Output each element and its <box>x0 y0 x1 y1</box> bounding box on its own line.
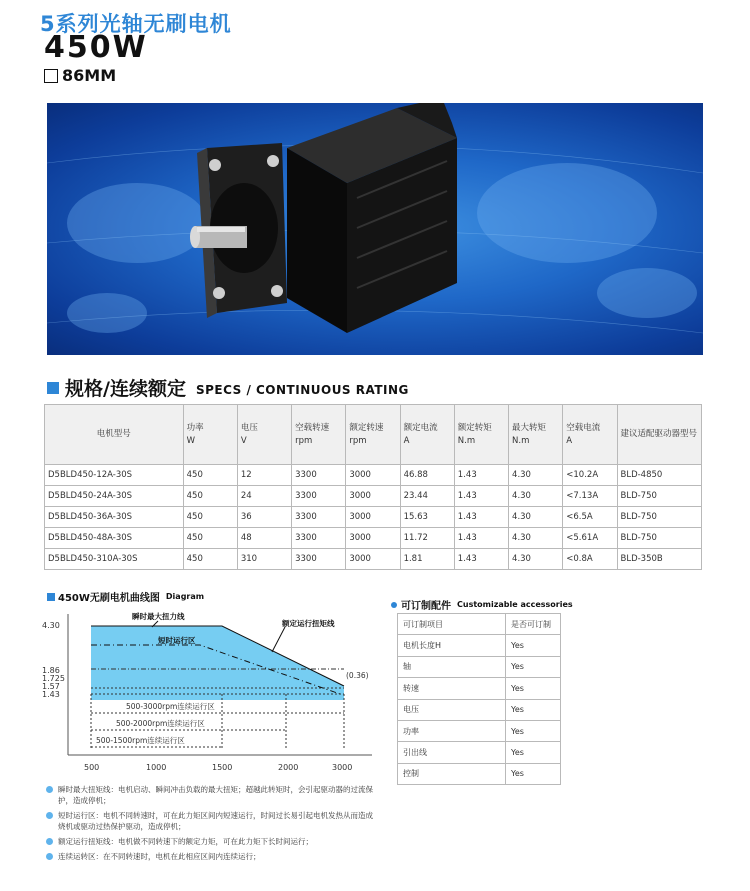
table-cell: 450 <box>183 465 237 486</box>
x-tick: 1500 <box>212 763 233 772</box>
column-label: 额定转速 <box>349 422 384 433</box>
accessories-table <box>397 613 561 785</box>
x-tick: 500 <box>84 763 100 772</box>
table-row <box>45 507 702 528</box>
frame-size-value: 86MM <box>62 66 117 85</box>
max-torque-label: 瞬时最大扭力线 <box>132 612 185 621</box>
spec-column-header <box>563 405 617 465</box>
column-unit: A <box>566 435 573 446</box>
spec-column-header <box>509 405 563 465</box>
column-label: 空载转速 <box>295 422 330 433</box>
frame-size <box>44 66 116 85</box>
spec-column-header <box>454 405 508 465</box>
table-cell: 3000 <box>346 528 400 549</box>
table-cell: <6.5A <box>563 507 617 528</box>
diagram-notes <box>46 784 376 866</box>
column-label: 最大转矩 <box>512 422 547 433</box>
table-cell: 23.44 <box>400 486 454 507</box>
accessory-item: 电机长度H <box>398 635 506 656</box>
accessory-customizable: Yes <box>506 635 561 656</box>
accessories-heading <box>391 597 573 612</box>
table-cell: 3300 <box>292 486 346 507</box>
table-cell: 4.30 <box>509 507 563 528</box>
specs-heading <box>47 374 409 401</box>
accessory-row <box>398 656 561 677</box>
note-text: 额定运行扭矩线：电机做不同转速下的额定力矩，可在此力矩下长时间运行； <box>58 837 313 846</box>
accessories-title-en: Customizable accessories <box>457 600 573 609</box>
y-tick: 1.43 <box>42 690 60 699</box>
table-cell: <7.13A <box>563 486 617 507</box>
bullet-icon <box>46 838 53 845</box>
accessory-customizable: Yes <box>506 678 561 699</box>
short-time-zone <box>91 626 344 700</box>
table-cell: 3000 <box>346 507 400 528</box>
accessory-row <box>398 763 561 784</box>
table-cell: BLD-750 <box>617 486 702 507</box>
heading-marker-icon <box>47 382 59 394</box>
table-cell: 3000 <box>346 549 400 570</box>
accessory-row <box>398 635 561 656</box>
motor-illustration <box>47 103 703 355</box>
x-tick: 2000 <box>278 763 299 772</box>
column-label: 额定电流 <box>403 422 438 433</box>
column-unit: N.m <box>512 435 530 446</box>
table-cell: <5.61A <box>563 528 617 549</box>
table-cell: 24 <box>237 486 291 507</box>
spec-column-header <box>45 405 184 465</box>
column-unit: N.m <box>457 435 476 446</box>
spec-column-header <box>237 405 291 465</box>
product-banner <box>47 103 703 355</box>
accessory-customizable: Yes <box>506 763 561 784</box>
table-cell: BLD-350B <box>617 549 702 570</box>
table-cell: BLD-4850 <box>617 465 702 486</box>
table-cell: 36 <box>237 507 291 528</box>
accessory-row <box>398 720 561 741</box>
table-cell: 4.30 <box>509 549 563 570</box>
column-unit: A <box>403 435 410 446</box>
note-item <box>46 836 376 847</box>
square-icon <box>44 69 58 83</box>
table-cell: 3000 <box>346 486 400 507</box>
table-cell: 48 <box>237 528 291 549</box>
table-cell: 46.88 <box>400 465 454 486</box>
note-item <box>46 851 376 862</box>
table-cell: 1.43 <box>454 507 508 528</box>
power-rating: 450W <box>44 30 148 65</box>
bullet-icon <box>46 853 53 860</box>
table-cell: 1.43 <box>454 486 508 507</box>
x-tick: 1000 <box>146 763 167 772</box>
bullet-icon <box>391 602 397 608</box>
table-cell: 310 <box>237 549 291 570</box>
column-unit: W <box>186 435 196 446</box>
table-row <box>45 486 702 507</box>
note-item <box>46 784 376 806</box>
table-cell: 4.30 <box>509 465 563 486</box>
accessory-item: 控制 <box>398 763 506 784</box>
specs-table <box>44 404 702 570</box>
table-cell: <0.8A <box>563 549 617 570</box>
accessories-header-row <box>398 614 561 635</box>
zone-2000-label: 500-2000rpm连续运行区 <box>116 719 205 728</box>
accessory-customizable: Yes <box>506 656 561 677</box>
column-unit: rpm <box>295 435 313 446</box>
table-cell: 450 <box>183 507 237 528</box>
column-label: 额定转矩 <box>457 422 492 433</box>
spec-column-header <box>292 405 346 465</box>
table-cell: D5BLD450-24A-30S <box>45 486 184 507</box>
table-cell: 1.43 <box>454 528 508 549</box>
table-cell: 1.43 <box>454 465 508 486</box>
accessory-item: 轴 <box>398 656 506 677</box>
bullet-icon <box>46 812 53 819</box>
table-cell: 1.81 <box>400 549 454 570</box>
table-cell: 4.30 <box>509 486 563 507</box>
table-cell: BLD-750 <box>617 528 702 549</box>
table-cell: D5BLD450-36A-30S <box>45 507 184 528</box>
spec-column-header <box>617 405 702 465</box>
note-text: 连续运转区：在不同转速时，电机在此相应区间内连续运行； <box>58 852 261 861</box>
table-cell: 3300 <box>292 507 346 528</box>
y-tick: 1.86 <box>42 666 60 675</box>
diagram-title-cn: 450W无刷电机曲线图 <box>58 593 160 604</box>
table-cell: 450 <box>183 528 237 549</box>
accessory-customizable: Yes <box>506 720 561 741</box>
rated-torque-label: 额定运行扭矩线 <box>282 619 335 628</box>
y-tick: 4.30 <box>42 621 60 630</box>
accessory-item: 转速 <box>398 678 506 699</box>
accessory-item: 电压 <box>398 699 506 720</box>
table-cell: 11.72 <box>400 528 454 549</box>
spec-column-header <box>400 405 454 465</box>
specs-title-en: SPECS / CONTINUOUS RATING <box>195 382 409 397</box>
x-tick: 3000 <box>332 763 353 772</box>
table-cell: 450 <box>183 486 237 507</box>
y-tick: 1.725 <box>42 674 65 683</box>
zone-1500-label: 500-1500rpm连续运行区 <box>96 736 185 745</box>
table-row <box>45 465 702 486</box>
note-text: 短时运行区：电机不同转速时，可在此力矩区间内短速运行，时间过长易引起电机发热从而造成烧机或驱动过热保护驱动，造成停机； <box>58 811 373 831</box>
accessory-customizable: Yes <box>506 699 561 720</box>
table-cell: 3000 <box>346 465 400 486</box>
accessory-row <box>398 742 561 763</box>
zone-3000-label: 500-3000rpm连续运行区 <box>126 702 215 711</box>
table-cell: <10.2A <box>563 465 617 486</box>
short-zone-label: 短时运行区 <box>158 636 196 645</box>
table-cell: 450 <box>183 549 237 570</box>
note-item <box>46 810 376 832</box>
spec-column-header <box>183 405 237 465</box>
column-unit: V <box>240 435 247 446</box>
column-unit: rpm <box>349 435 367 446</box>
specs-header-row <box>45 405 702 465</box>
table-cell: 3300 <box>292 549 346 570</box>
note-text: 瞬时最大扭矩线：电机启动、瞬间冲击负载的最大扭矩；超越此转矩时，会引起驱动器的过流保护，造成停机； <box>58 785 373 805</box>
table-cell: 3300 <box>292 528 346 549</box>
product-series-title: 5系列光轴无刷电机 <box>40 12 232 36</box>
column-label: 空载电流 <box>566 422 601 433</box>
accessory-item: 功率 <box>398 720 506 741</box>
table-row <box>45 549 702 570</box>
leader-arrow <box>272 627 285 652</box>
table-row <box>45 528 702 549</box>
column-label: 功率 <box>186 422 204 433</box>
col-custom-header: 是否可订制 <box>506 614 561 635</box>
spec-column-header <box>346 405 400 465</box>
table-cell: BLD-750 <box>617 507 702 528</box>
column-label: 电机型号 <box>96 429 131 439</box>
torque-speed-diagram <box>40 600 380 780</box>
specs-title-cn: 规格/连续额定 <box>65 378 186 400</box>
table-cell: 12 <box>237 465 291 486</box>
accessory-row <box>398 678 561 699</box>
accessory-row <box>398 699 561 720</box>
column-label: 建议适配驱动器型号 <box>620 429 698 439</box>
accessories-title-cn: 可订制配件 <box>401 601 451 612</box>
table-cell: D5BLD450-310A-30S <box>45 549 184 570</box>
table-cell: 1.43 <box>454 549 508 570</box>
accessory-customizable: Yes <box>506 742 561 763</box>
end-value-label: (0.36) <box>346 671 369 680</box>
table-cell: D5BLD450-48A-30S <box>45 528 184 549</box>
y-tick: 1.57 <box>42 682 60 691</box>
table-cell: 3300 <box>292 465 346 486</box>
table-cell: D5BLD450-12A-30S <box>45 465 184 486</box>
col-item-header: 可订制项目 <box>398 614 506 635</box>
accessory-item: 引出线 <box>398 742 506 763</box>
column-label: 电压 <box>240 422 258 433</box>
bullet-icon <box>46 786 53 793</box>
table-cell: 15.63 <box>400 507 454 528</box>
table-cell: 4.30 <box>509 528 563 549</box>
diagram-title-en: Diagram <box>165 592 205 601</box>
